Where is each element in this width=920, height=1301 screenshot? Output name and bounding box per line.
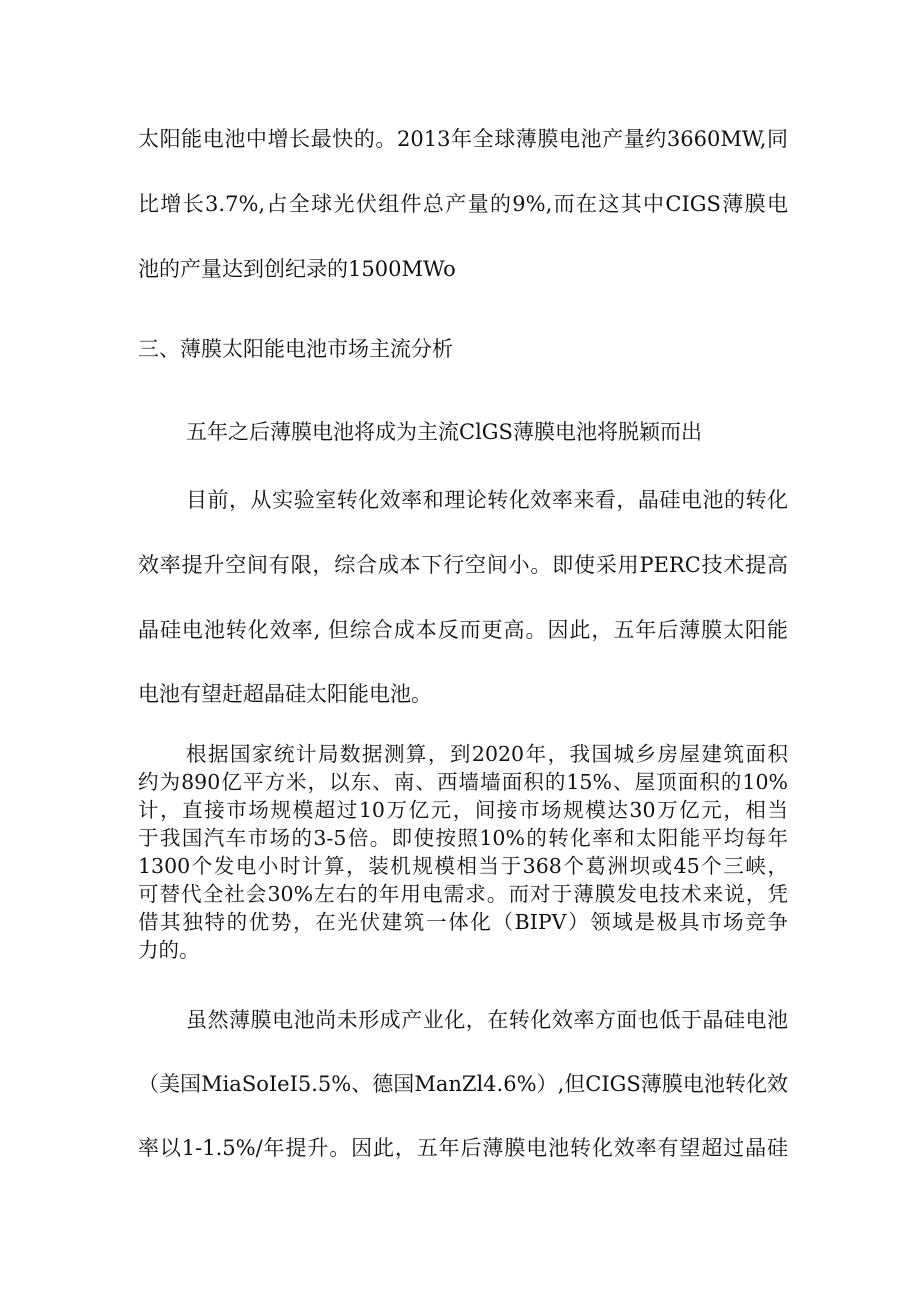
paragraph-line: 力的。 [138,938,200,962]
paragraph-line: 池的产量达到创纪录的1500MWo [138,257,456,281]
paragraph-line: 比增长3.7%,占全球光伏组件总产量的9%,而在这其中CIGS薄膜电 [138,192,788,216]
paragraph-line: 率以1-1.5%/年提升。因此，五年后薄膜电池转化效率有望超过晶硅 [138,1136,788,1160]
paragraph-line: 晶硅电池转化效率, 但综合成本反而更高。因此，五年后薄膜太阳能 [138,618,788,642]
paragraph-line: 约为890亿平方米，以东、南、西墙墙面积的15%、屋顶面积的10% [138,770,788,794]
paragraph-line: 太阳能电池中增长最快的。2013年全球薄膜电池产量约3660MW,同 [138,127,788,151]
paragraph-line: 电池有望赶超晶硅太阳能电池。 [138,682,432,706]
subheading: 五年之后薄膜电池将成为主流ClGS薄膜电池将脱颖而出 [186,420,702,444]
paragraph-line: 虽然薄膜电池尚未形成产业化，在转化效率方面也低于晶硅电池 [186,1008,788,1032]
paragraph-line: 1300个发电小时计算，装机规模相当于368个葛洲坝或45个三峡， [138,854,788,878]
section-heading: 三、薄膜太阳能电池市场主流分析 [138,337,453,361]
paragraph-line: 于我国汽车市场的3-5倍。即使按照10%的转化率和太阳能平均每年 [138,826,788,850]
paragraph-line: （美国MiaSoIeI5.5%、德国ManZl4.6%）,但CIGS薄膜电池转化效 [138,1072,788,1096]
paragraph-line: 计，直接市场规模超过10万亿元，间接市场规模达30万亿元，相当 [138,798,788,822]
paragraph-line: 根据国家统计局数据测算，到2020年，我国城乡房屋建筑面积 [186,742,788,766]
paragraph-line: 可替代全社会30%左右的年用电需求。而对于薄膜发电技术来说，凭 [138,882,788,906]
paragraph-line: 借其独特的优势，在光伏建筑一体化（BIPV）领域是极具市场竞争 [138,910,788,934]
paragraph-line: 目前，从实验室转化效率和理论转化效率来看，晶硅电池的转化 [186,488,788,512]
paragraph-line: 效率提升空间有限，综合成本下行空间小。即使采用PERC技术提高 [138,553,788,577]
